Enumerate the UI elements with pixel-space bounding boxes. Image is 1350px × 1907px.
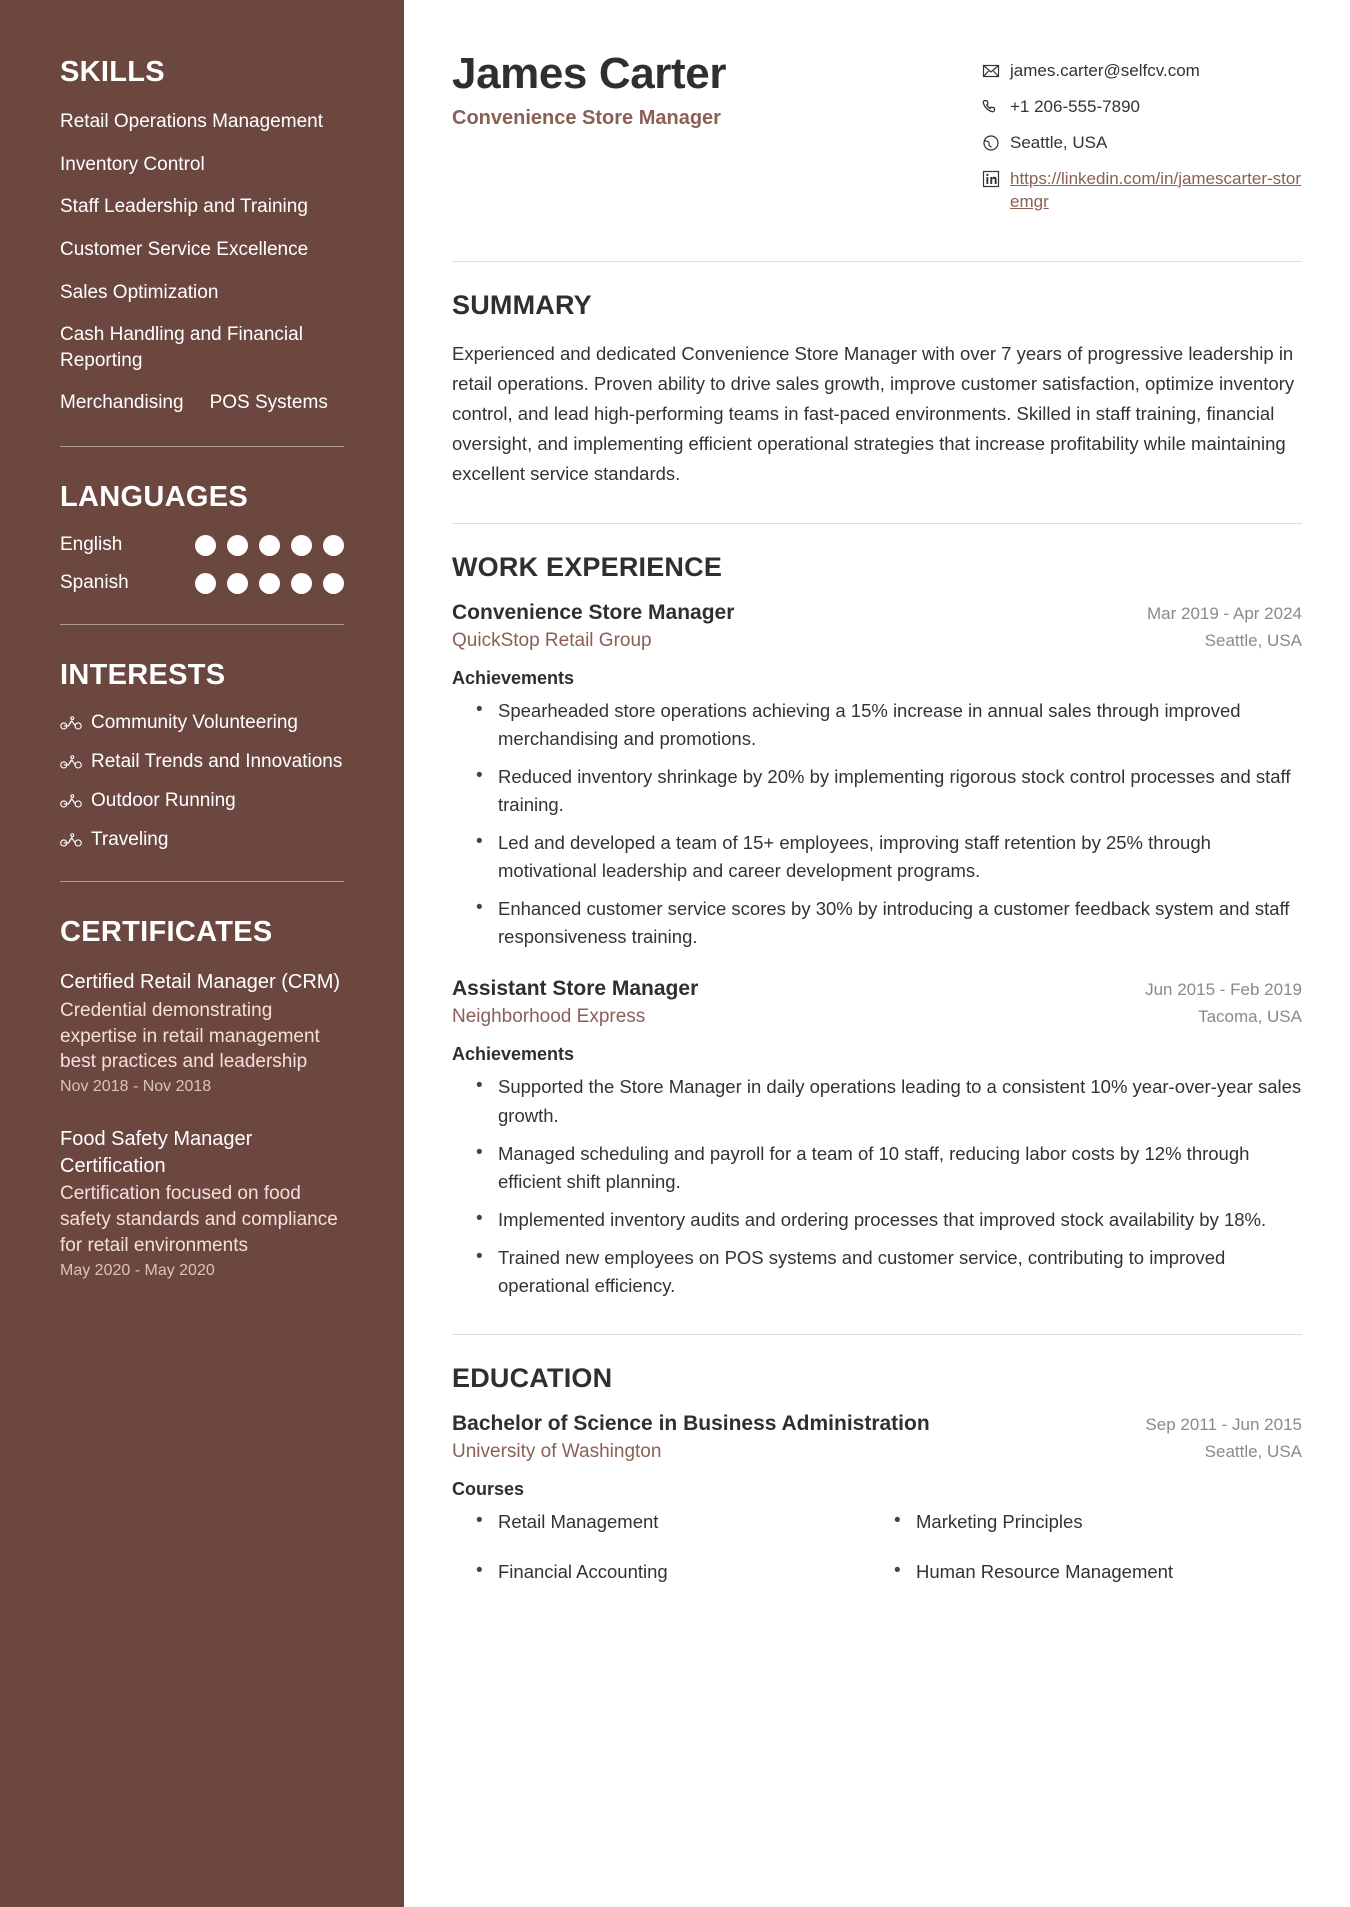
school-name: University of Washington — [452, 1441, 662, 1463]
job-title: Assistant Store Manager — [452, 977, 699, 1001]
work-entry-subheader — [452, 1006, 1302, 1028]
course-item: • Human Resource Management — [894, 1558, 1302, 1586]
job-title: Convenience Store Manager — [452, 600, 735, 624]
achievements-label: Achievements — [452, 1044, 575, 1065]
interest-label: Traveling — [91, 829, 169, 851]
globe-icon — [982, 134, 1000, 152]
work-entry-header — [452, 601, 1302, 625]
bicycle-icon — [60, 754, 82, 770]
job-organization: QuickStop Retail Group — [452, 629, 652, 651]
contact-phone — [982, 96, 1302, 119]
contact-email-text: james.carter@selfcv.com — [1010, 61, 1200, 80]
language-row — [60, 534, 344, 556]
skill-inline-row — [60, 390, 344, 416]
achievement-item: • Spearheaded store operations achieving a 15% increase in annual sales through improved merchandising and promotions. — [476, 697, 1302, 753]
education-entry-header — [452, 1412, 1302, 1436]
skills-section — [60, 56, 344, 416]
candidate-name: James Carter — [452, 49, 727, 98]
job-date: Mar 2019 - Apr 2024 — [1147, 603, 1302, 623]
contact-email — [982, 60, 1302, 83]
sidebar — [0, 0, 404, 1907]
language-level-dots — [195, 535, 344, 556]
languages-heading: LANGUAGES — [60, 481, 248, 514]
bicycle-icon — [60, 715, 82, 731]
skill-item: Customer Service Excellence — [60, 238, 309, 260]
interest-label: Retail Trends and Innovations — [91, 751, 343, 773]
job-date: Jun 2015 - Feb 2019 — [1145, 980, 1302, 1000]
identity-block — [452, 50, 726, 130]
contact-linkedin[interactable] — [982, 168, 1302, 214]
divider — [452, 1334, 1302, 1335]
work-entry-subheader — [452, 630, 1302, 652]
interest-label: Outdoor Running — [91, 790, 236, 812]
bicycle-icon — [60, 832, 82, 848]
skill-item: Staff Leadership and Training — [60, 196, 308, 218]
divider — [60, 881, 344, 882]
skill-item: Merchandising — [60, 392, 184, 414]
contact-phone-text: +1 206-555-7890 — [1010, 96, 1140, 116]
education-section — [452, 1363, 1302, 1608]
level-dot — [227, 573, 248, 594]
skill-item: Inventory Control — [60, 153, 205, 175]
education-heading: EDUCATION — [452, 1363, 613, 1394]
interest-item — [60, 790, 344, 812]
contact-linkedin-link[interactable]: https://linkedin.com/in/jamescarter-storemgr — [1010, 168, 1301, 211]
interests-heading: INTERESTS — [60, 659, 226, 692]
interest-label: Community Volunteering — [91, 712, 298, 734]
resume-header — [452, 50, 1302, 227]
linkedin-icon — [982, 170, 1000, 188]
courses-list — [452, 1508, 1302, 1608]
phone-icon — [982, 98, 1000, 116]
certificate-date: Nov 2018 - Nov 2018 — [60, 1078, 212, 1096]
skills-heading: SKILLS — [60, 56, 165, 88]
interest-item — [60, 712, 344, 734]
work-entry — [452, 601, 1302, 952]
job-location: Seattle, USA — [1204, 630, 1302, 650]
interest-item — [60, 751, 344, 773]
envelope-icon — [982, 62, 1000, 80]
summary-text: Experienced and dedicated Convenience Store Manager with over 7 years of progressive leadership in retail operations. Proven ability to drive sales growth, improve customer satisfaction, optimize inventory control, and lead high-performing teams in fast-paced environments. Skilled in staff training, financial oversight, and implementing efficient operational strategies that increase profitability while maintaining excellent service standards. — [452, 342, 1295, 484]
achievement-item: • Trained new employees on POS systems and customer service, contributing to improved operational efficiency. — [476, 1244, 1302, 1300]
level-dot — [195, 573, 216, 594]
certificate-name: Certified Retail Manager (CRM) — [60, 971, 341, 994]
achievement-item: • Reduced inventory shrinkage by 20% by implementing rigorous stock control processes and staff training. — [476, 763, 1302, 819]
work-experience-section — [452, 552, 1302, 1301]
summary-section — [452, 290, 1302, 489]
contact-list — [982, 50, 1302, 227]
interest-item — [60, 829, 344, 851]
job-location: Tacoma, USA — [1198, 1007, 1302, 1027]
divider — [60, 624, 344, 625]
education-entry-subheader — [452, 1441, 1302, 1463]
work-experience-heading: WORK EXPERIENCE — [452, 551, 723, 582]
divider — [60, 446, 344, 447]
summary-heading: SUMMARY — [452, 289, 592, 320]
main-content — [404, 0, 1350, 1907]
certificate-description: Credential demonstrating expertise in retail management best practices and leadership — [60, 999, 320, 1073]
course-item: • Retail Management — [476, 1508, 884, 1536]
certificates-heading: CERTIFICATES — [60, 916, 273, 949]
job-organization: Neighborhood Express — [452, 1006, 646, 1028]
bicycle-icon — [60, 793, 82, 809]
course-item: • Financial Accounting — [476, 1558, 884, 1586]
work-entry — [452, 977, 1302, 1300]
degree-title: Bachelor of Science in Business Administration — [452, 1412, 930, 1436]
languages-section — [60, 481, 344, 594]
work-entry-header — [452, 977, 1302, 1001]
certificates-section — [60, 916, 344, 1280]
level-dot — [323, 535, 344, 556]
language-name: English — [60, 534, 123, 556]
certificate-date: May 2020 - May 2020 — [60, 1261, 215, 1279]
contact-location-text: Seattle, USA — [1010, 132, 1108, 152]
level-dot — [291, 573, 312, 594]
school-location: Seattle, USA — [1204, 1442, 1302, 1462]
level-dot — [227, 535, 248, 556]
language-level-dots — [195, 573, 344, 594]
certificate-description: Certification focused on food safety standards and compliance for retail environments — [60, 1183, 338, 1257]
interests-section — [60, 659, 344, 851]
achievements-list — [452, 1073, 1302, 1300]
language-row — [60, 572, 344, 594]
skill-item: POS Systems — [209, 392, 328, 414]
education-entry — [452, 1412, 1302, 1608]
achievements-list — [452, 697, 1302, 952]
divider — [452, 261, 1302, 262]
skill-item: Retail Operations Management — [60, 111, 323, 132]
language-name: Spanish — [60, 572, 129, 594]
certificate-item — [60, 1126, 344, 1280]
skill-item: Cash Handling and Financial Reporting — [60, 324, 303, 371]
level-dot — [259, 573, 280, 594]
courses-label: Courses — [452, 1479, 525, 1500]
contact-location — [982, 132, 1302, 155]
skill-item: Sales Optimization — [60, 281, 219, 303]
course-item: • Marketing Principles — [894, 1508, 1302, 1536]
achievement-item: • Implemented inventory audits and ordering processes that improved stock availability by 18%. — [476, 1206, 1302, 1234]
divider — [452, 523, 1302, 524]
achievement-item: • Led and developed a team of 15+ employees, improving staff retention by 25% through motivational leadership and career development programs. — [476, 829, 1302, 885]
education-date: Sep 2011 - Jun 2015 — [1145, 1415, 1302, 1435]
level-dot — [323, 573, 344, 594]
achievement-item: • Enhanced customer service scores by 30% by introducing a customer feedback system and staff responsiveness training. — [476, 895, 1302, 951]
certificate-name: Food Safety Manager Certification — [60, 1128, 253, 1177]
level-dot — [291, 535, 312, 556]
certificate-item — [60, 969, 344, 1096]
achievement-item: • Supported the Store Manager in daily operations leading to a consistent 10% year-over-year sales growth. — [476, 1073, 1302, 1129]
achievement-item: • Managed scheduling and payroll for a team of 10 staff, reducing labor costs by 12% through efficient shift planning. — [476, 1140, 1302, 1196]
level-dot — [259, 535, 280, 556]
achievements-label: Achievements — [452, 667, 575, 688]
level-dot — [195, 535, 216, 556]
candidate-role: Convenience Store Manager — [452, 106, 721, 129]
